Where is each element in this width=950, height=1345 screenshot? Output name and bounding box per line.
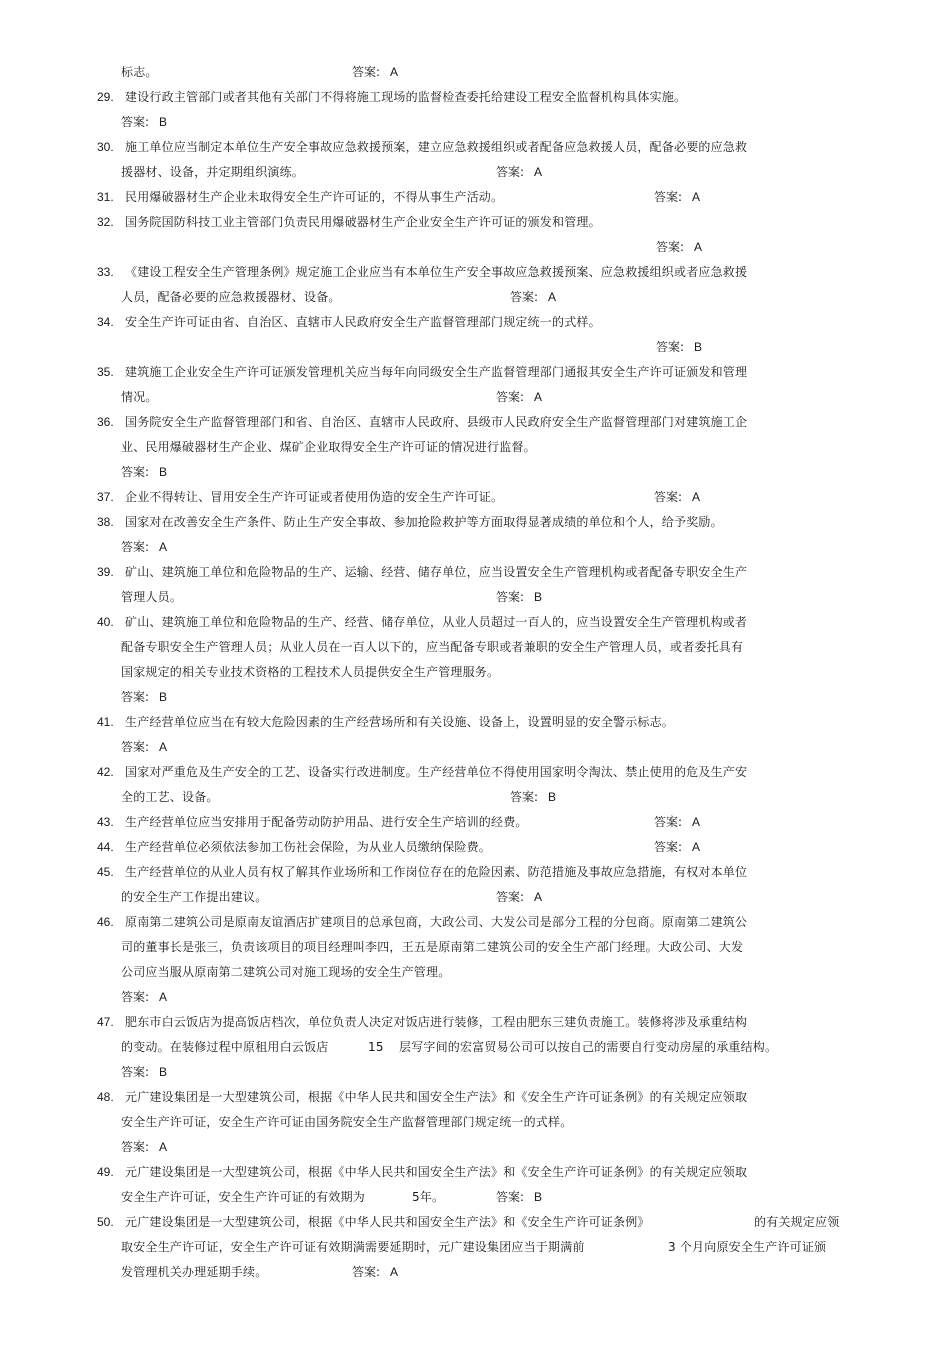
question-text: 元广建设集团是一大型建筑公司，根据《中华人民共和国安全生产法》和《安全生产许可证条例》的有关规定应领取 xyxy=(125,1090,748,1104)
question-text: 人员，配备必要的应急救援器材、设备。 xyxy=(121,290,341,304)
answer xyxy=(654,490,700,504)
question-text: 建筑施工企业安全生产许可证颁发管理机关应当每年向同级安全生产监督管理部门通报其安全生产许可证颁发和管理 xyxy=(125,365,748,379)
answer-value: A xyxy=(534,165,543,179)
question-number: 49. xyxy=(97,1165,114,1179)
answer-label: 答案: xyxy=(496,165,525,179)
question-text: 国务院国防科技工业主管部门负责民用爆破器材生产企业安全生产许可证的颁发和管理。 xyxy=(125,215,601,229)
answer-value: B xyxy=(159,115,168,129)
question-number: 31. xyxy=(97,190,114,204)
answer-value: B xyxy=(548,790,557,804)
question-text: 矿山、建筑施工单位和危险物品的生产、运输、经营、储存单位，应当设置安全生产管理机构或者配备专职安全生产 xyxy=(125,565,748,579)
question-text: 生产经营单位应当安排用于配备劳动防护用品、进行安全生产培训的经费。 xyxy=(125,815,528,829)
answer xyxy=(654,190,700,204)
answer xyxy=(121,115,167,129)
question-text: 元广建设集团是一大型建筑公司，根据《中华人民共和国安全生产法》和《安全生产许可证条例》 xyxy=(125,1215,650,1229)
answer-label: 答案: xyxy=(496,590,525,604)
question-text: 全的工艺、设备。 xyxy=(121,790,219,804)
answer xyxy=(121,465,167,479)
question-number: 47. xyxy=(97,1015,114,1029)
question-number: 42. xyxy=(97,765,114,779)
question-text: 援器材、设备，并定期组织演练。 xyxy=(121,165,305,179)
question-text: 国家规定的相关专业技术资格的工程技术人员提供安全生产管理服务。 xyxy=(121,665,500,679)
question-number: 41. xyxy=(97,715,114,729)
question-text: 管理人员。 xyxy=(121,590,183,604)
answer-value: B xyxy=(534,1190,543,1204)
answer-value: B xyxy=(159,1065,168,1079)
answer-value: A xyxy=(692,840,701,854)
answer xyxy=(121,1140,167,1154)
answer xyxy=(121,540,167,554)
question-text: 层写字间的宏富贸易公司可以按自己的需要自行变动房屋的承重结构。 xyxy=(399,1040,778,1054)
answer-label: 答案: xyxy=(352,65,381,79)
question-text: 5年。 xyxy=(412,1190,445,1204)
answer-label: 答案: xyxy=(510,790,539,804)
question-number: 36. xyxy=(97,415,114,429)
answer-value: A xyxy=(159,740,168,754)
answer-label: 答案: xyxy=(121,690,150,704)
answer xyxy=(510,790,556,804)
question-text: 安全生产许可证，安全生产许可证由国务院安全生产监督管理部门规定统一的式样。 xyxy=(121,1115,573,1129)
question-text: 公司应当服从原南第二建筑公司对施工现场的安全生产管理。 xyxy=(121,965,451,979)
question-text: 取安全生产许可证，安全生产许可证有效期满需要延期时，元广建设集团应当于期满前 xyxy=(121,1240,585,1254)
answer xyxy=(121,690,167,704)
answer xyxy=(496,165,542,179)
answer xyxy=(496,390,542,404)
answer-label: 答案: xyxy=(121,740,150,754)
answer xyxy=(656,240,702,254)
fragment-text: 标志。 xyxy=(121,65,158,79)
answer-label: 答案: xyxy=(121,1140,150,1154)
question-text: 配备专职安全生产管理人员；从业人员在一百人以下的，应当配备专职或者兼职的安全生产管理人员，或者委托具有 xyxy=(121,640,744,654)
answer xyxy=(654,840,700,854)
answer-value: B xyxy=(694,340,703,354)
answer-value: A xyxy=(159,1140,168,1154)
question-text: 情况。 xyxy=(121,390,158,404)
question-number: 38. xyxy=(97,515,114,529)
question-text: 生产经营单位的从业人员有权了解其作业场所和工作岗位存在的危险因素、防范措施及事故应急措施，有权对本单位 xyxy=(125,865,748,879)
answer-value: A xyxy=(390,1265,399,1279)
answer-value: A xyxy=(390,65,399,79)
question-text: 国务院安全生产监督管理部门和省、自治区、直辖市人民政府、县级市人民政府安全生产监督管理部门对建筑施工企 xyxy=(125,415,748,429)
question-text: 3 个月向原安全生产许可证颁 xyxy=(668,1240,827,1254)
answer xyxy=(654,815,700,829)
answer-value: A xyxy=(548,290,557,304)
question-text: 建设行政主管部门或者其他有关部门不得将施工现场的监督检查委托给建设工程安全监督机构具体实施。 xyxy=(125,90,687,104)
question-number: 43. xyxy=(97,815,114,829)
question-text: 发管理机关办理延期手续。 xyxy=(121,1265,268,1279)
answer-label: 答案: xyxy=(121,540,150,554)
answer-label: 答案: xyxy=(496,890,525,904)
question-text: 《建设工程安全生产管理条例》规定施工企业应当有本单位生产安全事故应急救援预案、应急救援组织或者应急救援 xyxy=(125,265,748,279)
question-text: 业、民用爆破器材生产企业、煤矿企业取得安全生产许可证的情况进行监督。 xyxy=(121,440,536,454)
question-text: 国家对严重危及生产安全的工艺、设备实行改进制度。生产经营单位不得使用国家明令淘汰、禁止使用的危及生产安 xyxy=(125,765,748,779)
answer-value: B xyxy=(159,690,168,704)
answer-label: 答案: xyxy=(654,190,683,204)
answer-label: 答案: xyxy=(121,115,150,129)
question-number: 46. xyxy=(97,915,114,929)
question-text: 国家对在改善安全生产条件、防止生产安全事故、参加抢险救护等方面取得显著成绩的单位和个人，给予奖励。 xyxy=(125,515,723,529)
question-text: 安全生产许可证，安全生产许可证的有效期为 xyxy=(121,1190,366,1204)
question-text: 生产经营单位应当在有较大危险因素的生产经营场所和有关设施、设备上，设置明显的安全警示标志。 xyxy=(125,715,675,729)
question-number: 48. xyxy=(97,1090,114,1104)
question-number: 34. xyxy=(97,315,114,329)
answer xyxy=(352,65,398,79)
answer xyxy=(496,590,542,604)
answer-label: 答案: xyxy=(654,490,683,504)
answer-value: A xyxy=(534,890,543,904)
question-number: 44. xyxy=(97,840,114,854)
question-text: 的有关规定应领 xyxy=(754,1215,840,1229)
answer-value: B xyxy=(159,465,168,479)
answer xyxy=(121,990,167,1004)
question-number: 45. xyxy=(97,865,114,879)
answer-value: A xyxy=(694,240,703,254)
question-text: 的变动。在装修过程中原租用白云饭店 xyxy=(121,1040,329,1054)
question-number: 50. xyxy=(97,1215,114,1229)
question-text-number: 15 xyxy=(368,1040,384,1054)
question-number: 37. xyxy=(97,490,114,504)
answer-value: A xyxy=(159,990,168,1004)
answer xyxy=(496,1190,542,1204)
question-text: 原南第二建筑公司是原南友谊酒店扩建项目的总承包商，大政公司、大发公司是部分工程的分包商。原南第二建筑公 xyxy=(125,915,748,929)
question-text: 生产经营单位必须依法参加工伤社会保险，为从业人员缴纳保险费。 xyxy=(125,840,492,854)
question-number: 39. xyxy=(97,565,114,579)
answer-label: 答案: xyxy=(121,990,150,1004)
question-number: 29. xyxy=(97,90,114,104)
answer xyxy=(510,290,556,304)
answer-value: A xyxy=(692,190,701,204)
question-text: 的安全生产工作提出建议。 xyxy=(121,890,268,904)
answer-label: 答案: xyxy=(121,1065,150,1079)
answer-value: A xyxy=(159,540,168,554)
question-text: 肥东市白云饭店为提高饭店档次，单位负责人决定对饭店进行装修，工程由肥东三建负责施工。装修将涉及承重结构 xyxy=(125,1015,748,1029)
question-text: 安全生产许可证由省、自治区、直辖市人民政府安全生产监督管理部门规定统一的式样。 xyxy=(125,315,601,329)
answer-label: 答案: xyxy=(656,240,685,254)
answer xyxy=(121,1065,167,1079)
answer-value: A xyxy=(534,390,543,404)
question-text: 民用爆破器材生产企业未取得安全生产许可证的，不得从事生产活动。 xyxy=(125,190,504,204)
question-text: 企业不得转让、冒用安全生产许可证或者使用伪造的安全生产许可证。 xyxy=(125,490,504,504)
answer xyxy=(121,740,167,754)
answer-label: 答案: xyxy=(656,340,685,354)
answer-value: A xyxy=(692,815,701,829)
answer-label: 答案: xyxy=(510,290,539,304)
answer-label: 答案: xyxy=(121,465,150,479)
question-number: 40. xyxy=(97,615,114,629)
question-number: 35. xyxy=(97,365,114,379)
answer-label: 答案: xyxy=(352,1265,381,1279)
answer xyxy=(352,1265,398,1279)
answer xyxy=(656,340,702,354)
question-text: 元广建设集团是一大型建筑公司，根据《中华人民共和国安全生产法》和《安全生产许可证条例》的有关规定应领取 xyxy=(125,1165,748,1179)
question-number: 32. xyxy=(97,215,114,229)
question-text: 矿山、建筑施工单位和危险物品的生产、经营、储存单位，从业人员超过一百人的，应当设置安全生产管理机构或者 xyxy=(125,615,748,629)
answer-label: 答案: xyxy=(496,1190,525,1204)
question-number: 33. xyxy=(97,265,114,279)
answer-label: 答案: xyxy=(654,815,683,829)
question-text: 司的董事长是张三，负责该项目的项目经理叫李四，王五是原南第二建筑公司的安全生产部门经理。大政公司、大发 xyxy=(121,940,744,954)
answer-label: 答案: xyxy=(496,390,525,404)
answer-label: 答案: xyxy=(654,840,683,854)
answer-value: A xyxy=(692,490,701,504)
question-text: 施工单位应当制定本单位生产安全事故应急救援预案，建立应急救援组织或者配备应急救援人员，配备必要的应急救 xyxy=(125,140,748,154)
answer xyxy=(496,890,542,904)
question-number: 30. xyxy=(97,140,114,154)
answer-value: B xyxy=(534,590,543,604)
